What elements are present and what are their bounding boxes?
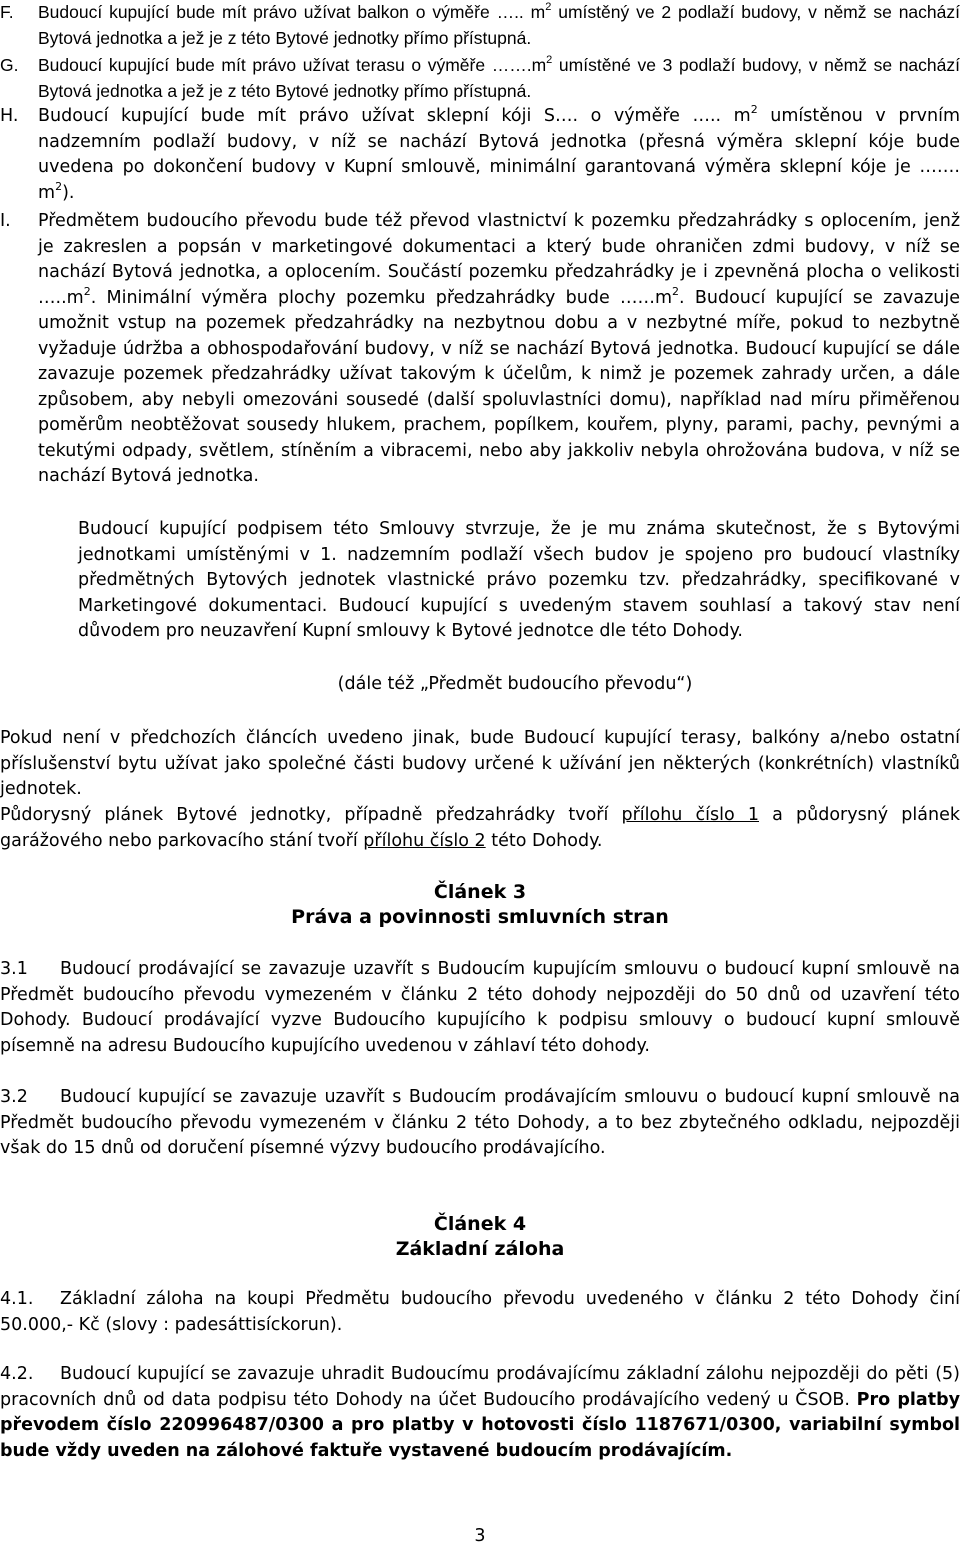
clause-3-1 [0,957,960,1059]
item-h-text-end: ). [62,182,75,203]
clause-4-1-text: Základní záloha na koupi Předmětu budoucího převodu uvedeného v článku 2 této Dohody činí 50.000,- Kč (slovy : padesáttisíckorun). [0,1289,960,1335]
annex-1-link[interactable]: přílohu číslo 1 [621,805,759,825]
article-3-title: Článek 3 [433,881,527,903]
item-i-text-cont: . Minimální výměra plochy pozemku předzahrádky bude ……m [90,287,673,308]
plans-text-mid: a půdorysný plánek garážového nebo parkovacího stání tvoří [0,805,960,851]
item-g-label: G. [0,55,19,75]
clause-4-2 [0,1362,960,1464]
article-4-title: Článek 4 [433,1213,527,1235]
article-3-subtitle: Práva a povinnosti smluvních stran [291,906,669,928]
defined-term: (dále též „Předmět budoucího převodu“) [337,674,693,694]
item-g-text: Budoucí kupující bude mít právo užívat terasu o výměře …….m [38,55,547,75]
item-i-p2-text: Budoucí kupující podpisem této Smlouvy stvrzuje, že je mu známa skutečnost, že s Bytovými jednotkami umístěnými v 1. nadzemním podlaží všech budov je spojeno pro budoucí vlastníky předmětných Bytových jednotek vlastnické právo pozemku tzv. předzahrádky, specifikované v Marketingové dokumentaci. Budoucí kupující s uvedeným stavem souhlasí a takový stav není důvodem pro neuzavření Kupní smlouvy k Bytové jednotce dle této Dohody. [78,519,960,641]
clause-3-2 [0,1085,960,1162]
item-i-paragraph-2 [78,517,960,645]
superscript: 2 [55,179,63,193]
item-i-text: Předmětem budoucího převodu bude též převod vlastnictví k pozemku předzahrádky s oplocením, jenž je zakreslen a popsán v marketingové dokumentaci a který bude ohraničen zdmi budovy, v níž se nachází Bytová jednotka, a oplocením. Součástí pozemku předzahrádky je i zpevněná plocha o velikosti …..m [38,211,960,308]
item-h-label: H. [0,106,19,126]
paragraph-plans [0,803,960,854]
superscript: 2 [672,284,680,298]
clause-4-2-text: Budoucí kupující se zavazuje uhradit Budoucímu prodávajícímu základní zálohu nejpozději do pěti (5) pracovních dnů od data podpisu této Dohody na účet Budoucího prodávajícího vedený u ČSOB. [0,1364,960,1410]
paragraph-accessories: Pokud není v předchozích článcích uvedeno jinak, bude Budoucí kupující terasy, balkóny a/nebo ostatní příslušenství bytu užívat jako společné části budovy určené k užívání jen některých (konkrétních) vlastníků jednotek. [0,728,960,799]
superscript: 2 [83,284,91,298]
clause-4-2-bank-details: Pro platby převodem číslo 220996487/0300 a pro platby v hotovosti číslo 1187671/0300, variabilní symbol bude vždy uveden na zálohové faktuře vystavené budoucím prodávajícím. [0,1389,960,1461]
item-h-text-cont: umístěnou v prvním nadzemním podlaží budovy, v níž se nachází Bytová jednotka (přesná výměra sklepní kóje bude uvedena po dokončení budovy v Kupní smlouvě, minimální garantovaná výměra sklepní kóje je ……. m [38,106,960,203]
superscript: 2 [750,103,758,116]
plans-text: Půdorysný plánek Bytové jednotky, případně předzahrádky tvoří [0,805,622,825]
item-i-text-end: . Budoucí kupující se zavazuje umožnit vstup na pozemek předzahrádky na nezbytnou dobu a v nezbytné míře, pokud to nezbytně vyžaduje údržba a obhospodařování budovy, v níž se nachází Bytová jednotka. Budoucí kupující se dále zavazuje pozemek předzahrádky užívat takovým k účelům, k nimž je pozemek zahrady určen, a dále způsobem, aby nebyli omezováni sousedé (další spoluvlastníci domu), například nad míru přiměřenou poměrům neobtěžovat sousedy hlukem, prachem, popílkem, kouřem, plyny, parami, pachy, pevnými a tekutými odpady, světlem, stíněním a vibracemi, nebo aby jakkoliv nebyla ohrožována budova, v níž se nachází Bytová jednotka. [38,287,960,486]
item-i [0,209,960,490]
item-i-label: I. [0,211,11,231]
item-g-text-cont: umístěné ve 3 podlaží budovy, v němž se nachází Bytová jednotka a jež je z této Bytové jednotky přímo přístupná. [38,55,960,101]
item-f-text-cont: umístěný ve 2 podlaží budovy, v němž se nachází Bytová jednotka a jež je z této Bytové jednotky přímo přístupná. [38,2,960,48]
page-number: 3 [474,1526,486,1546]
item-h [0,104,960,206]
clause-3-2-text: Budoucí kupující se zavazuje uzavřít s Budoucím prodávajícím smlouvu o budoucí kupní smlouvě na Předmět budoucího převodu vymezeném v článku 2 této Dohody, a to bez zbytečného odkladu, nejpozději však do 15 dnů od doručení písemné výzvy budoucího prodávajícího. [0,1087,960,1158]
superscript: 2 [545,1,552,13]
item-f [0,0,960,51]
clause-number: 4.1. [0,1289,34,1309]
article-4-subtitle: Základní záloha [395,1238,565,1260]
clause-number: 4.2. [0,1364,34,1384]
item-g [0,53,960,104]
annex-2-link[interactable]: přílohu číslo 2 [363,830,486,851]
clause-4-1 [0,1287,960,1338]
superscript: 2 [546,54,553,66]
clause-number: 3.1 [0,959,28,979]
item-f-label: F. [0,2,14,22]
item-f-text: Budoucí kupující bude mít právo užívat balkon o výměře ….. m [38,2,546,22]
clause-3-1-text: Budoucí prodávající se zavazuje uzavřít s Budoucím kupujícím smlouvu o budoucí kupní smlouvě na Předmět budoucího převodu vymezeném v článku 2 této dohody nejpozději do 50 dnů od uzavření této Dohody. Budoucí prodávající vyzve Budoucího kupujícího k podpisu smlouvy o budoucí kupní smlouvě písemně na adresu Budoucího kupujícího uvedenou v záhlaví této dohody. [0,959,960,1056]
plans-text-end: této Dohody. [485,830,603,851]
clause-number: 3.2 [0,1087,28,1107]
item-h-text: Budoucí kupující bude mít právo užívat sklepní kóji S…. o výměře ….. m [38,106,751,126]
